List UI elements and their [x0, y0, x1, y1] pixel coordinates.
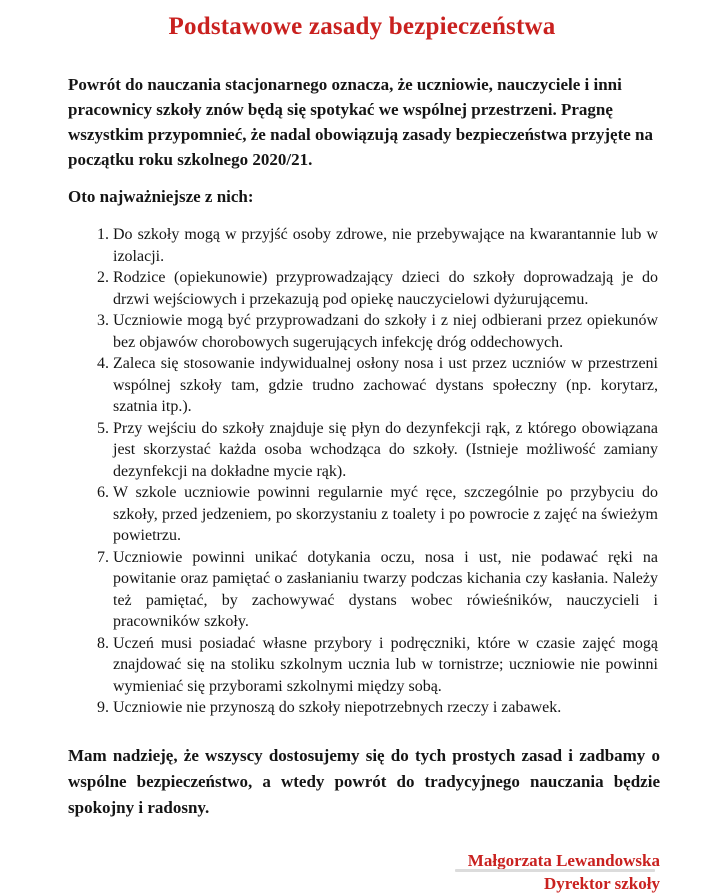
signature-name: Małgorzata Lewandowska — [467, 850, 660, 870]
document-title: Podstawowe zasady bezpieczeństwa — [168, 13, 556, 40]
rule-item-3: 3. Uczniowie mogą być przyprowadzani do szkoły i z niej odbierani przez opiekunów bez objawów chorobowych sugerujących infekcję dróg oddechowych. — [113, 310, 658, 353]
rule-item-2: 2. Rodzice (opiekunowie) przyprowadzający dzieci do szkoły doprowadzają je do drzwi wejściowych i przekazują pod opiekę nauczycielowi dyżurującemu. — [113, 267, 658, 310]
rules-list — [68, 224, 658, 719]
rule-item-7: 7. Uczniowie powinni unikać dotykania oczu, nosa i ust, nie podawać ręki na powitanie oraz pamiętać o zasłanianiu twarzy podczas kichania czy kasłania. Należy też pamiętać, by zachowywać dystans wobec rówieśników, nauczycieli i pracowników szkoły. — [113, 547, 658, 633]
rule-item-6: 6. W szkole uczniowie powinni regularnie myć ręce, szczególnie po przybyciu do szkoły, przed jedzeniem, po skorzystaniu z toalety i po powrocie z zajęć na świeżym powietrzu. — [113, 482, 658, 547]
closing-paragraph: Mam nadzieję, że wszyscy dostosujemy się do tych prostych zasad i zadbamy o wspólne bezpieczeństwo, a wtedy powrót do tradycyjnego nauczania będzie spokojny i radosny. — [68, 745, 660, 817]
rule-item-5: 5. Przy wejściu do szkoły znajduje się płyn do dezynfekcji rąk, z którego obowiązana jest skorzystać każda osoba wchodząca do szkoły. (Istnieje możliwość zamiany dezynfekcji na dokładne mycie rąk). — [113, 418, 658, 483]
scan-artifact-line — [455, 869, 655, 872]
rule-item-1: 1. Do szkoły mogą w przyjść osoby zdrowe, nie przebywające na kwarantannie lub w izolacji. — [113, 224, 658, 267]
rule-item-8: 8. Uczeń musi posiadać własne przybory i podręczniki, które w czasie zajęć mogą znajdować się na stoliku szkolnym ucznia lub w tornistrze; uczniowie nie powinni wymieniać się przyborami szkolnymi między sobą. — [113, 633, 658, 698]
rule-item-4: 4. Zaleca się stosowanie indywidualnej osłony nosa i ust przez uczniów w przestrzeni wspólnej szkoły tam, gdzie trudno zachować dystans społeczny (np. korytarz, szatnia itp.). — [113, 353, 658, 418]
list-heading: Oto najważniejsze z nich: — [68, 187, 254, 206]
rule-item-9: 9. Uczniowie nie przynoszą do szkoły niepotrzebnych rzeczy i zabawek. — [113, 697, 658, 719]
signature-role: Dyrektor szkoły — [543, 873, 660, 893]
intro-paragraph: Powrót do nauczania stacjonarnego oznacza, że uczniowie, nauczyciele i inni pracownicy szkoły znów będą się spotykać we wspólnej przestrzeni. Pragnę wszystkim przypomnieć, że nadal obowiązują zasady bezpieczeństwa przyjęte na początku roku szkolnego 2020/21. — [68, 75, 654, 169]
